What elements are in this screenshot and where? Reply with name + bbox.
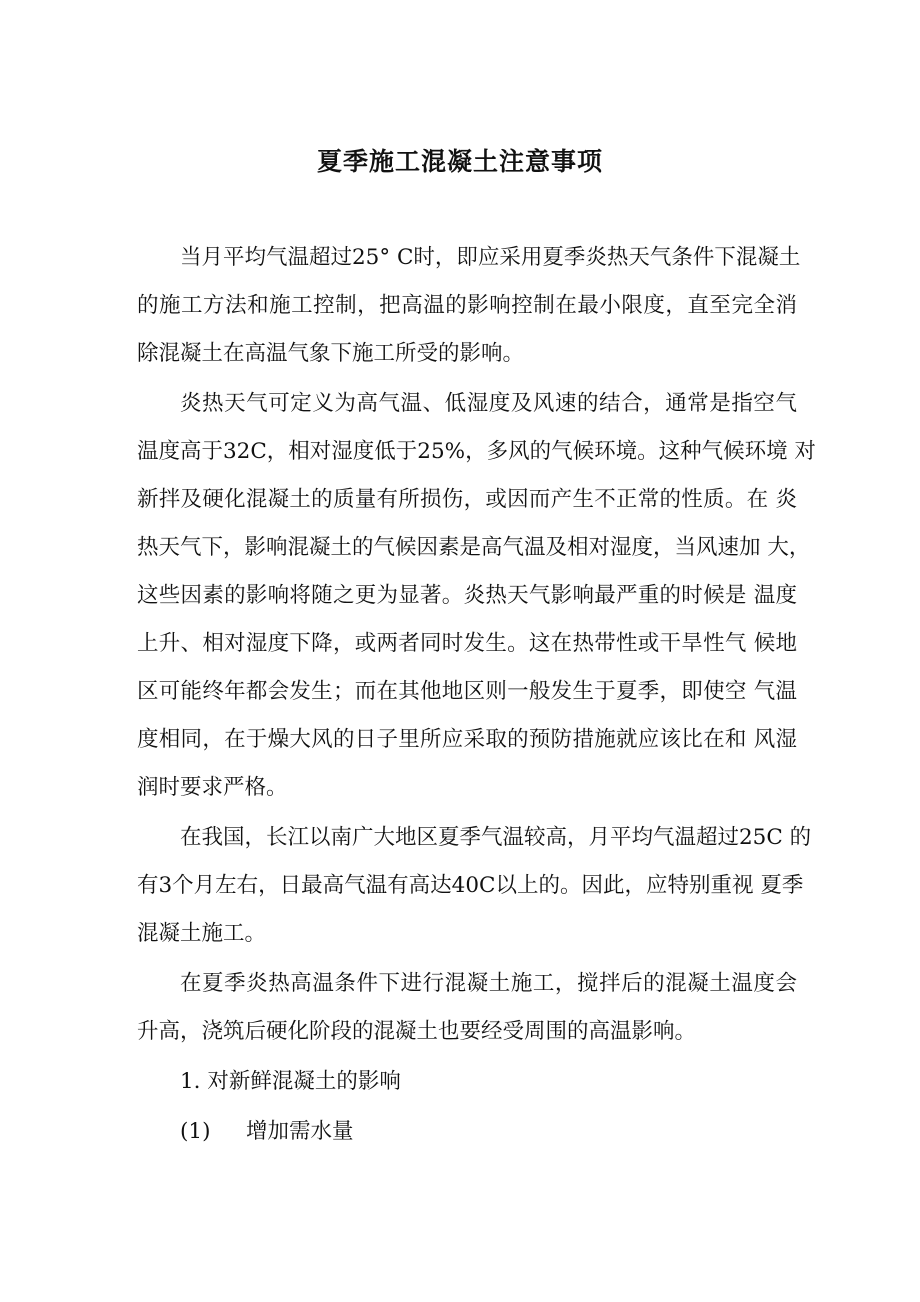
paragraph-line: 润时要求严格。 (137, 775, 288, 800)
paragraph-line: 的施工方法和施工控制，把高温的影响控制在最小限度，直至完全消 (137, 293, 797, 318)
paragraph-line: 除混凝土在高温气象下施工所受的影响。 (137, 341, 525, 366)
paragraph-line: 在我国，长江以南广大地区夏季气温较高，月平均气温超过25C 的 (180, 825, 812, 850)
paragraph-line: 这些因素的影响将随之更为显著。炎热天气影响最严重的时候是 温度 (137, 583, 797, 608)
paragraph-line: 区可能终年都会发生；而在其他地区则一般发生于夏季，即使空 气温 (137, 679, 797, 704)
paragraph-line: 升高，浇筑后硬化阶段的混凝土也要经受周围的高温影响。 (137, 1019, 697, 1044)
section-heading: 1. 对新鲜混凝土的影响 (180, 1069, 401, 1094)
paragraph-line: 在夏季炎热高温条件下进行混凝土施工，搅拌后的混凝土温度会 (180, 971, 797, 996)
subsection-heading (137, 1110, 797, 1160)
paragraph-line: 上升、相对湿度下降，或两者同时发生。这在热带性或干旱性气 候地 (137, 631, 797, 656)
paragraph-line: 温度高于32C，相对湿度低于25%，多风的气候环境。这种气候环境 对 (137, 439, 816, 464)
subsection-text: 增加需水量 (246, 1119, 354, 1144)
document-title: 夏季施工混凝土注意事项 (316, 147, 603, 176)
document-body (137, 236, 816, 1160)
paragraph-line: 热天气下，影响混凝土的气候因素是高气温及相对湿度，当风速加 大， (137, 535, 811, 560)
paragraph-line: 度相同，在于燥大风的日子里所应采取的预防措施就应该比在和 风湿 (137, 727, 797, 752)
subsection-number: (1) (180, 1119, 211, 1144)
paragraph-line: 新拌及硬化混凝土的质量有所损伤，或因而产生不正常的性质。在 炎 (137, 487, 797, 512)
paragraph-line: 混凝土施工。 (137, 921, 267, 946)
paragraph-line: 炎热天气可定义为高气温、低湿度及风速的结合，通常是指空气 (180, 391, 797, 416)
paragraph-line: 有3个月左右，日最高气温有高达40C以上的。因此，应特别重视 夏季 (137, 873, 804, 898)
paragraph-line: 当月平均气温超过25° C时，即应采用夏季炎热天气条件下混凝土 (180, 245, 801, 270)
